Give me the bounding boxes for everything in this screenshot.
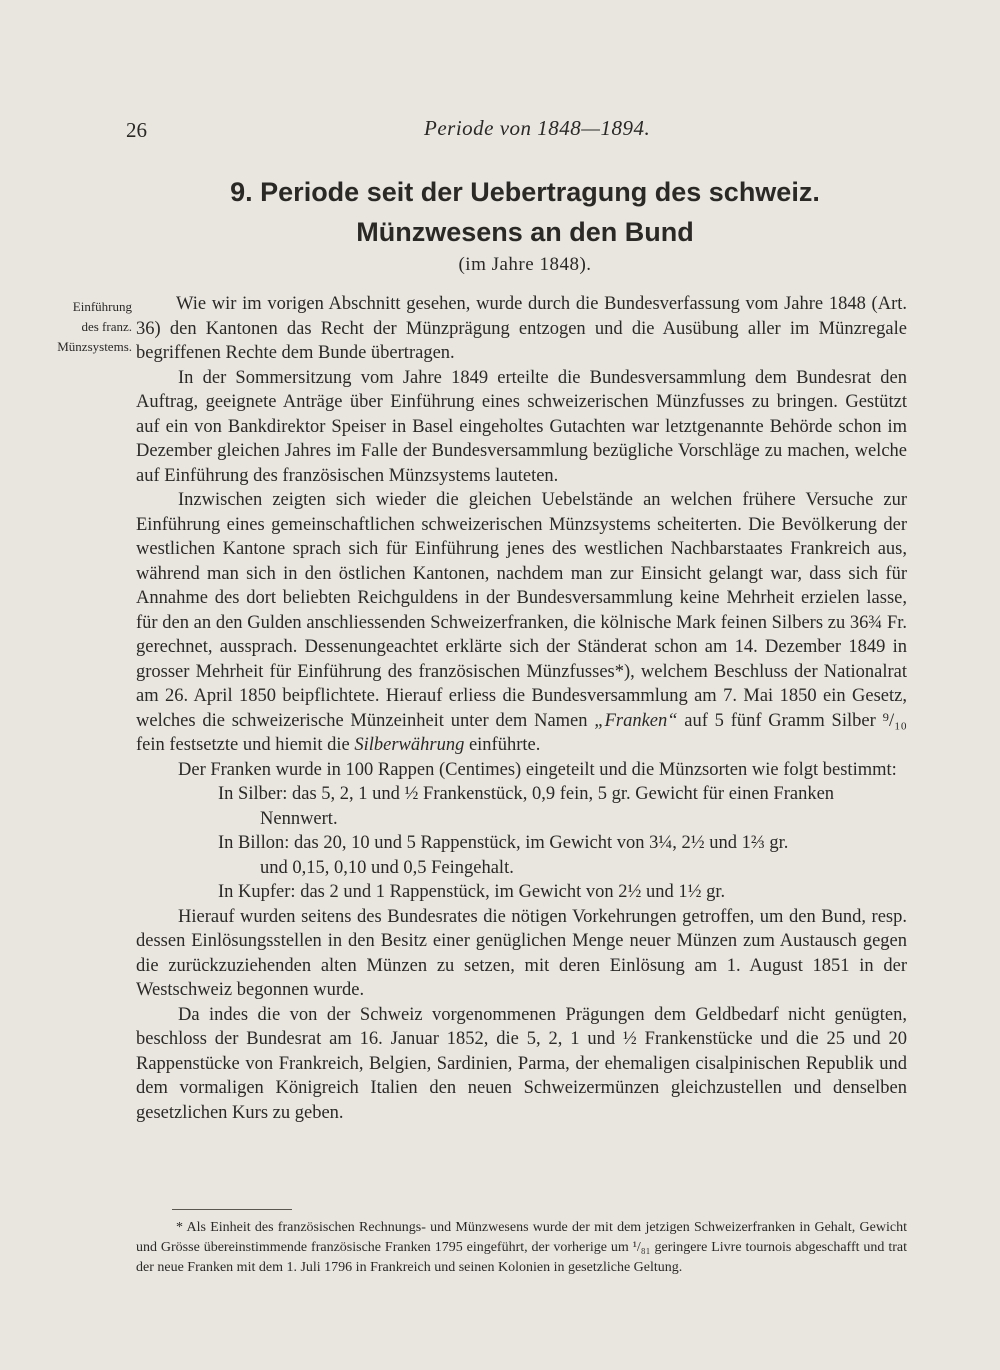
chapter-heading-line-2: Münzwesens an den Bund [356,217,694,247]
list-item-continuation: und 0,15, 0,10 und 0,5 Feingehalt. [260,857,514,878]
paragraph: Der Franken wurde in 100 Rappen (Centimes) eingeteilt und die Münzsorten wie folgt bestimmt: [178,759,897,780]
list-item-text: In Silber: das 5, 2, 1 und ½ Frankenstück, 0,9 fein, 5 gr. Gewicht für einen Franken [218,784,835,804]
running-header [0,112,1000,152]
emphasis-silberwaehrung: Silberwährung [354,735,465,755]
paragraph: Hierauf wurden seitens des Bundesrates die nötigen Vorkehrungen getroffen, um den Bund, resp. dessen Einlösungsstellen in den Besitz einer genüglichen Menge neuer Münzen zum Austausch gegen die zurückzuziehenden alten Münzen zu setzen, mit deren Einlösung am 1. August 1851 in der Westschweiz begonnen wurde. [136,906,907,1000]
paragraph [136,488,907,758]
running-title: Periode von 1848—1894. [424,116,651,140]
body-text [136,292,907,1125]
footnote: * Als Einheit des französischen Rechnungs- und Münzwesens wurde der mit dem jetzigen Schweizerfranken in Gehalt, Gewicht und Grösse übereinstimmende französische Franken 1795 eingeführt, der vorherige um ¹/₈₁ geringere Livre tournois abgeschafft und trat der neue Franken mit dem 1. Juli 1796 in Frankreich und seinen Kolonien in gesetzliche Geltung. [136,1220,907,1275]
chapter-subheading: (im Jahre 1848). [458,254,592,275]
marginal-note-line: Einführung [72,299,132,314]
chapter-heading-line-1: 9. Periode seit der Uebertragung des schweiz. [230,177,820,207]
marginal-note-line: Münzsystems. [57,339,132,354]
paragraph: Wie wir im vorigen Abschnitt gesehen, wurde durch die Bundesverfassung vom Jahre 1848 (Art. 36) den Kantonen das Recht der Münzprägung entzogen und die Ausübung aller im Münzregale begriffenen Rechte dem Bunde übertragen. [136,294,907,363]
marginal-note-line: des franz. [81,319,132,334]
paragraph: Da indes die von der Schweiz vorgenommenen Prägungen dem Geldbedarf nicht genügten, beschloss der Bundesrat am 16. Januar 1852, die 5, 2, 1 und ½ Frankenstücke und die 25 und 20 Rappenstücke von Frankreich, Belgien, Sardinien, Parma, der ehemaligen cisalpinischen Republik und dem vormaligen Königreich Italien den neuen Schweizermünzen gleichzustellen und denselben gesetzlichen Kurs zu geben. [136,1004,907,1123]
paragraph: In der Sommersitzung vom Jahre 1849 erteilte die Bundesversammlung dem Bundesrat den Auftrag, geeignete Anträge über Einführung eines schweizerischen Münzfusses zu bringen. Gestützt auf ein von Bankdirektor Speiser in Basel eingeholtes Gutachten war letztgenannte Behörde schon im Dezember gleichen Jahres im Falle der Bundesversammlung bezügliche Vorschläge zu machen, welche auf Einführung des französischen Münzsystems lauteten. [136,367,907,486]
paragraph-text: einführte. [468,735,541,755]
list-item-silber [136,782,907,831]
chapter-heading [140,172,910,252]
list-item-text: In Billon: das 20, 10 und 5 Rappenstück, im Gewicht von 3¼, 2½ und 1⅔ gr. [218,833,789,853]
paragraph-text: Inzwischen zeigten sich wieder die gleichen Uebelstände an welchen frühere Versuche zur Einführung eines gemeinschaftlichen schweizerischen Münzsystems scheiterten. Die Bevölkerung der westlichen Kantone sprach sich für Einführung jenes des westlichen Nachbarstaates Frankreich aus, während man sich in den östlichen Kantonen, nachdem man zur Einsicht gelangt war, dass sich für Annahme des dort beliebten Reichguldens in der Bundesversammlung keine Mehrheit erzielen lasse, für den an den Gulden anschliessenden Schweizerfranken, die kölnische Mark feinen Silbers zu 36¾ Fr. gerechnet, aussprach. Dessenungeachtet erklärte sich der Ständerat schon am 14. Dezember 1849 in grosser Mehrheit für Einführung des französischen Münzfusses*), welchem Beschluss der Nationalrat am 26. April 1850 beipflichtete. Hierauf erliess die Bundesversammlung am 7. Mai 1850 ein Gesetz, welches die schweizerische Münzeinheit unter dem Namen [136,490,907,731]
footnote-divider [172,1209,292,1210]
emphasis-franken: „Franken“ [594,710,678,731]
page-number: 26 [126,118,147,142]
paragraph-text: auf 5 fünf Gramm Silber ⁹/₁₀ fein festsetzte und hiemit die [136,710,907,755]
marginal-note [22,297,132,357]
list-item-kupfer: In Kupfer: das 2 und 1 Rappenstück, im Gewicht von 2½ und 1½ gr. [218,882,726,902]
list-item-billon [136,831,907,880]
list-item-continuation: Nennwert. [260,808,338,829]
